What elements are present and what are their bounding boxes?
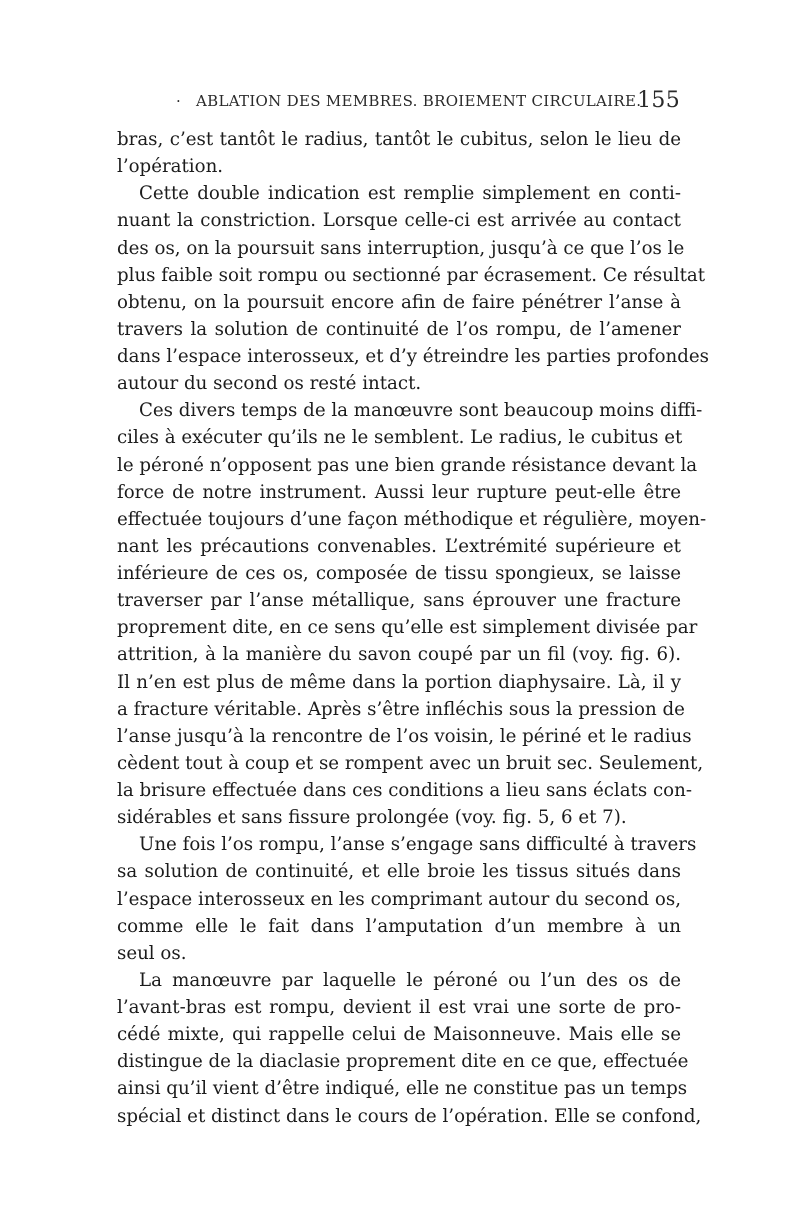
text-line: seul os. <box>117 942 187 964</box>
text-line: force de notre instrument. Aussi leur rupture peut-elle être <box>117 481 681 503</box>
text-line: autour du second os resté intact. <box>117 373 422 395</box>
text-line: dans l’espace interosseux, et d’y étreindre les parties profondes <box>117 346 710 367</box>
text-line: des os, on la poursuit sans interruption, jusqu’à ce que l’os le <box>117 237 685 259</box>
page-number: 155 <box>637 88 680 113</box>
text-line: inférieure de ces os, composée de tissu spongieux, se laisse <box>117 563 681 584</box>
text-line: cédé mixte, qui rappelle celui de Maisonneuve. Mais elle se <box>117 1024 681 1046</box>
text-line: effectuée toujours d’une façon méthodique et régulière, moyen- <box>117 508 707 530</box>
body-text <box>117 126 710 1130</box>
text-line: obtenu, on la poursuit encore afin de faire pénétrer l’anse à <box>117 291 681 313</box>
text-line: l’espace interosseux en les comprimant autour du second os, <box>117 888 681 910</box>
text-line: le péroné n’opposent pas une bien grande résistance devant la <box>117 454 698 476</box>
text-line: attrition, à la manière du savon coupé par un fil (voy. fig. 6). <box>117 644 681 666</box>
text-line: l’avant-bras est rompu, devient il est vrai une sorte de pro- <box>117 997 681 1018</box>
text-line: nuant la constriction. Lorsque celle-ci est arrivée au contact <box>117 210 681 232</box>
text-line: distingue de la diaclasie proprement dite en ce que, effectuée <box>117 1051 689 1073</box>
text-line: sa solution de continuité, et elle broie les tissus situés dans <box>117 861 681 883</box>
text-line: sidérables et sans fissure prolongée (voy. fig. 5, 6 et 7). <box>117 807 627 829</box>
text-line: spécial et distinct dans le cours de l’opération. Elle se confond, <box>117 1105 702 1127</box>
text-line: proprement dite, en ce sens qu’elle est simplement divisée par <box>117 617 698 639</box>
text-line: La manœuvre par laquelle le péroné ou l’un des os de <box>139 969 681 991</box>
header-marker: · <box>176 92 182 110</box>
text-line: l’opération. <box>117 156 224 178</box>
text-line: traverser par l’anse métallique, sans éprouver une fracture <box>117 590 681 612</box>
running-head-title: ABLATION DES MEMBRES. BROIEMENT CIRCULAIRE. <box>196 92 642 110</box>
text-line: Cette double indication est remplie simplement en conti- <box>139 183 681 205</box>
text-line: l’anse jusqu’à la rencontre de l’os voisin, le périné et le radius <box>117 725 692 747</box>
text-line: cèdent tout à coup et se rompent avec un bruit sec. Seulement, <box>117 752 704 774</box>
text-line: ainsi qu’il vient d’être indiqué, elle ne constitue pas un temps <box>117 1078 688 1100</box>
text-line: plus faible soit rompu ou sectionné par écrasement. Ce résultat <box>117 264 706 286</box>
text-line: nant les précautions convenables. L’extrémité supérieure et <box>117 535 681 557</box>
text-line: comme elle le fait dans l’amputation d’un membre à un <box>117 915 681 937</box>
text-line: a fracture véritable. Après s’être infléchis sous la pression de <box>117 698 685 720</box>
text-line: ciles à exécuter qu’ils ne le semblent. Le radius, le cubitus et <box>117 427 683 449</box>
text-line: Une fois l’os rompu, l’anse s’engage sans difficulté à travers <box>139 834 697 856</box>
text-line: la brisure effectuée dans ces conditions a lieu sans éclats con- <box>117 780 692 801</box>
text-line: bras, c’est tantôt le radius, tantôt le cubitus, selon le lieu de <box>117 129 681 150</box>
text-line: travers la solution de continuité de l’os rompu, de l’amener <box>117 318 681 340</box>
text-line: Ces divers temps de la manœuvre sont beaucoup moins diffi- <box>139 400 703 422</box>
text-line: Il n’en est plus de même dans la portion diaphysaire. Là, il y <box>117 671 681 693</box>
